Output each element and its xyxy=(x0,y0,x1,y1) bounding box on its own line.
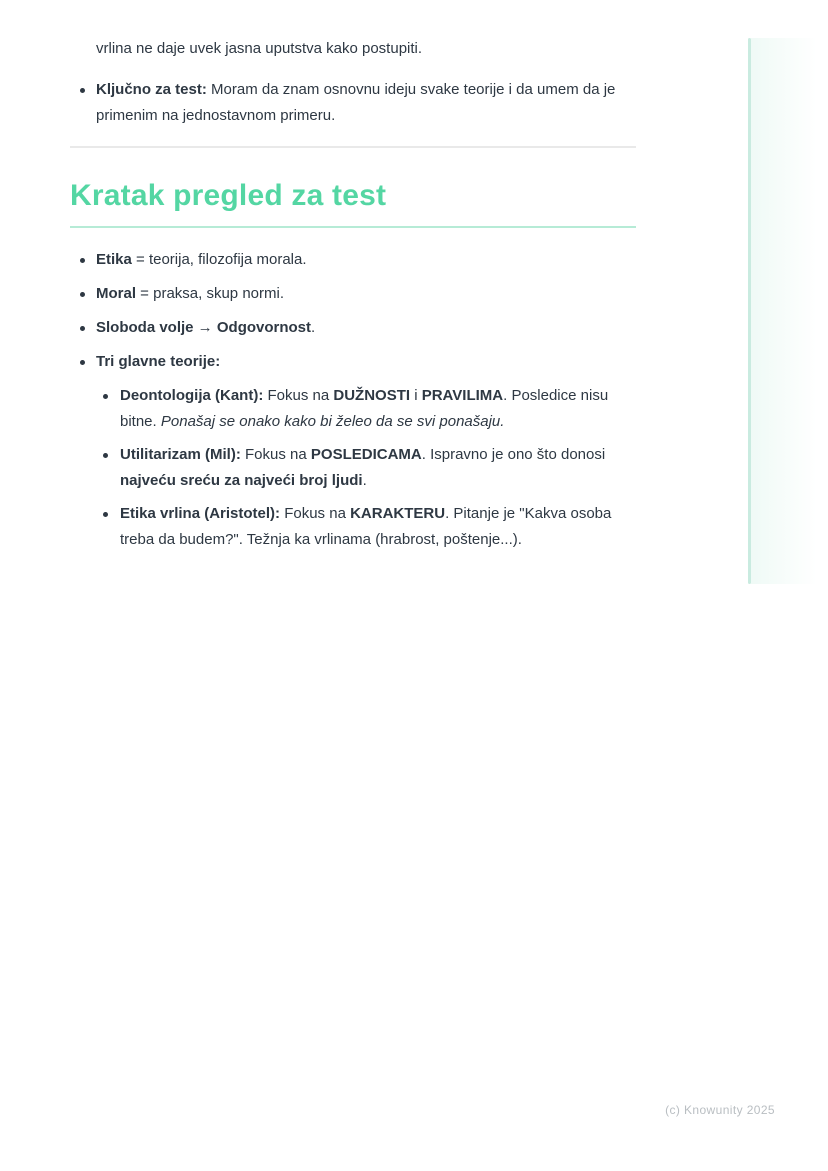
document-content xyxy=(70,36,636,561)
list-item-text xyxy=(96,285,284,302)
paragraph-continuation xyxy=(96,36,636,62)
list-item-text xyxy=(96,251,307,268)
list-item-tri-glavne-teorije xyxy=(70,349,636,553)
text-run: Moram da znam osnovnu ideju svake teorije i da umem da je primenim na jednostavnom primeru. xyxy=(96,81,616,124)
text-run: Fokus na xyxy=(280,505,351,522)
section-divider xyxy=(70,146,636,148)
text-run: vrlina ne daje uvek jasna uputstva kako postupiti. xyxy=(96,40,423,57)
intro-list xyxy=(70,77,636,129)
list-item-text xyxy=(120,387,608,430)
overview-list xyxy=(70,247,636,553)
next-page-edge-line xyxy=(748,38,751,584)
text-run: Sloboda volje xyxy=(96,319,194,336)
text-run: Tri glavne teorije: xyxy=(96,353,221,370)
text-run: Utilitarizam (Mil): xyxy=(120,446,241,463)
text-run: i xyxy=(410,387,422,404)
text-run: → xyxy=(193,319,217,336)
list-item-moral xyxy=(70,281,636,307)
heading-underline xyxy=(70,226,636,228)
text-run: PRAVILIMA xyxy=(421,387,504,404)
text-run: . xyxy=(362,472,367,489)
text-run: Ključno za test: xyxy=(96,81,207,98)
list-item-text xyxy=(96,319,315,336)
section-heading: Kratak pregled za test xyxy=(70,179,387,212)
text-run: . Ispravno je ono što donosi xyxy=(421,446,606,463)
text-run: Etika vrlina (Aristotel): xyxy=(120,505,281,522)
list-item-deontologija xyxy=(96,383,636,435)
list-item-kljucno-za-test xyxy=(70,77,636,129)
footer-copyright: (c) Knowunity 2025 xyxy=(665,1103,775,1117)
text-run: Moral xyxy=(96,285,137,302)
text-run: KARAKTERU xyxy=(350,505,446,522)
list-item-etika-vrlina xyxy=(96,501,636,553)
text-run: Ponašaj se onako kako bi želeo da se svi ponašaju. xyxy=(160,413,505,430)
text-run: DUŽNOSTI xyxy=(333,387,411,404)
text-run: = teorija, filozofija morala. xyxy=(131,251,307,268)
list-item-text xyxy=(96,353,220,370)
text-run: Etika xyxy=(96,251,132,268)
list-item-sloboda-volje xyxy=(70,315,636,341)
list-item-text xyxy=(120,505,611,548)
text-run: Fokus na xyxy=(263,387,334,404)
text-run: Deontologija (Kant): xyxy=(120,387,264,404)
text-run: . xyxy=(311,319,316,336)
text-run: Fokus na xyxy=(240,446,311,463)
text-run: Odgovornost xyxy=(216,319,312,336)
list-item-text xyxy=(96,81,615,124)
text-run: . Posledice nisu bitne. xyxy=(120,387,609,430)
text-run: . Pitanje je "Kakva osoba treba da budem?". Težnja ka vrlinama (hrabrost, poštenje...). xyxy=(120,505,612,548)
theories-sublist xyxy=(96,383,636,553)
list-item-text xyxy=(120,446,605,489)
list-item-utilitarizam xyxy=(96,442,636,494)
text-run: POSLEDICAMA xyxy=(310,446,422,463)
text-run: najveću sreću za najveći broj ljudi xyxy=(120,472,363,489)
list-item-etika xyxy=(70,247,636,273)
next-page-edge-tint xyxy=(751,38,828,584)
text-run: = praksa, skup normi. xyxy=(136,285,284,302)
